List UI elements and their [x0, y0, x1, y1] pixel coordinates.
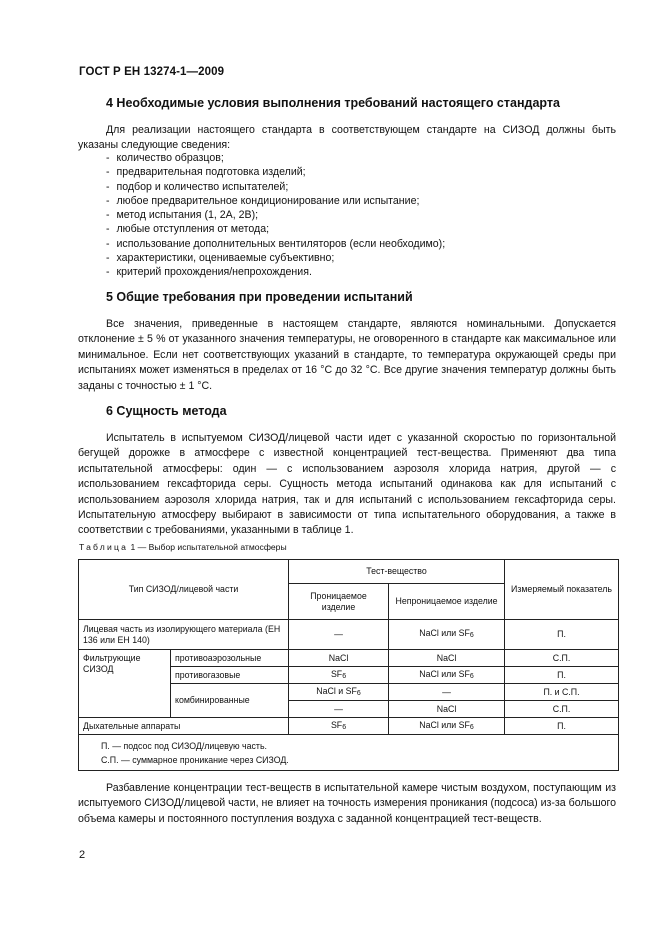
- atmosphere-table: [78, 559, 619, 771]
- cell: NaCl: [389, 650, 505, 667]
- list-item: - метод испытания (1, 2А, 2В);: [106, 208, 445, 222]
- section-4-title: 4 Необходимые условия выполнения требований настоящего стандарта: [106, 96, 560, 110]
- list-item: - использование дополнительных вентиляторов (если необходимо);: [106, 237, 445, 251]
- page-number: 2: [79, 849, 86, 861]
- cell: NaCl: [289, 650, 389, 667]
- header-test-substance: Тест-вещество: [289, 560, 505, 584]
- row-label: комбинированные: [171, 684, 289, 718]
- cell: —: [289, 701, 389, 718]
- header-permeable: Проницаемое изделие: [289, 584, 389, 620]
- requirements-list: [106, 151, 445, 280]
- table-caption: Таблица 1 — Выбор испытательной атмосферы: [79, 542, 287, 552]
- row-label: Лицевая часть из изолирующего материала (ЕН 136 или ЕН 140): [79, 620, 289, 650]
- section-5-text: Все значения, приведенные в настоящем стандарте, являются номинальными. Допускается отклонение ± 5 % от указанного значения температуры, не оговоренного в стандарте как максимальное или минимальное. Если нет соответствующих указаний в стандарте, то температура окружающей среды при испытаниях может изменяться в пределах от 16 °С до 32 °С. Все другие значения температур должны быть заданы с точностью ± 1 °С.: [78, 318, 616, 392]
- header-type: Тип СИЗОД/лицевой части: [79, 560, 289, 620]
- table-notes: [79, 735, 619, 771]
- table-row: [79, 650, 619, 667]
- list-item: - предварительная подготовка изделий;: [106, 165, 445, 179]
- cell: П.: [505, 667, 619, 684]
- note-line: С.П. — суммарное проникание через СИЗОД.: [101, 754, 289, 765]
- cell: П.: [505, 718, 619, 735]
- list-item: - любые отступления от метода;: [106, 222, 445, 236]
- cell: NaCl или $SF_6$: [389, 620, 505, 650]
- header-measured: Измеряемый показатель: [505, 560, 619, 620]
- section-6-title: 6 Сущность метода: [106, 404, 227, 418]
- section-4-intro: Для реализации настоящего стандарта в соответствующем стандарте на СИЗОД должны быть указаны следующие сведения:: [78, 124, 616, 152]
- closing-paragraph: Разбавление концентрации тест-веществ в испытательной камере чистым воздухом, поступающим из испытуемого СИЗОД/лицевой части, не влияет на точность измерения проникания (подсоса) из-за большого объема камеры и постоянного поступления воздуха с заданной концентрацией тест-веществ.: [78, 782, 616, 825]
- row-label: противоаэрозольные: [171, 650, 289, 667]
- cell: NaCl или $SF_6$: [389, 718, 505, 735]
- cell: С.П.: [505, 701, 619, 718]
- row-group-label: Фильтрующие СИЗОД: [79, 650, 171, 718]
- cell: $SF_6$: [289, 718, 389, 735]
- list-item: - характеристики, оцениваемые субъективно;: [106, 251, 445, 265]
- document-header: ГОСТ Р ЕН 13274-1—2009: [79, 66, 225, 78]
- header-impermeable: Непроницаемое изделие: [389, 584, 505, 620]
- table-row: [79, 620, 619, 650]
- cell: NaCl: [389, 701, 505, 718]
- note-line: П. — подсос под СИЗОД/лицевую часть.: [101, 741, 267, 751]
- cell: П. и С.П.: [505, 684, 619, 701]
- cell: NaCl или $SF_6$: [389, 667, 505, 684]
- list-item: - критерий прохождения/непрохождения.: [106, 265, 445, 279]
- row-label: противогазовые: [171, 667, 289, 684]
- section-5-title: 5 Общие требования при проведении испытаний: [106, 290, 413, 304]
- table-row: [79, 718, 619, 735]
- section-6-text: Испытатель в испытуемом СИЗОД/лицевой части идет с указанной скоростью по горизонтальной бегущей дорожке в атмосфере с известной концентрацией тест-вещества. Применяют два типа испытательной атмосферы: один — с использованием аэрозоля хлорида натрия, другой — с использованием гексафторида серы. Сущность метода испытаний одинакова как для испытаний с использованием аэрозоля хлорида натрия, так и для испытаний с использованием гексафторида серы. Испытательную атмосферу выбирают в зависимости от типа испытательного оборудования, а также в соответствии с требованиями, указанными в таблице 1.: [78, 432, 616, 537]
- cell: С.П.: [505, 650, 619, 667]
- list-item: - подбор и количество испытателей;: [106, 180, 445, 194]
- list-item: - количество образцов;: [106, 151, 445, 165]
- cell: П.: [505, 620, 619, 650]
- list-item: - любое предварительное кондиционирование или испытание;: [106, 194, 445, 208]
- row-label: Дыхательные аппараты: [79, 718, 289, 735]
- cell: —: [389, 684, 505, 701]
- cell: NaCl и $SF_6$: [289, 684, 389, 701]
- cell: —: [289, 620, 389, 650]
- cell: $SF_6$: [289, 667, 389, 684]
